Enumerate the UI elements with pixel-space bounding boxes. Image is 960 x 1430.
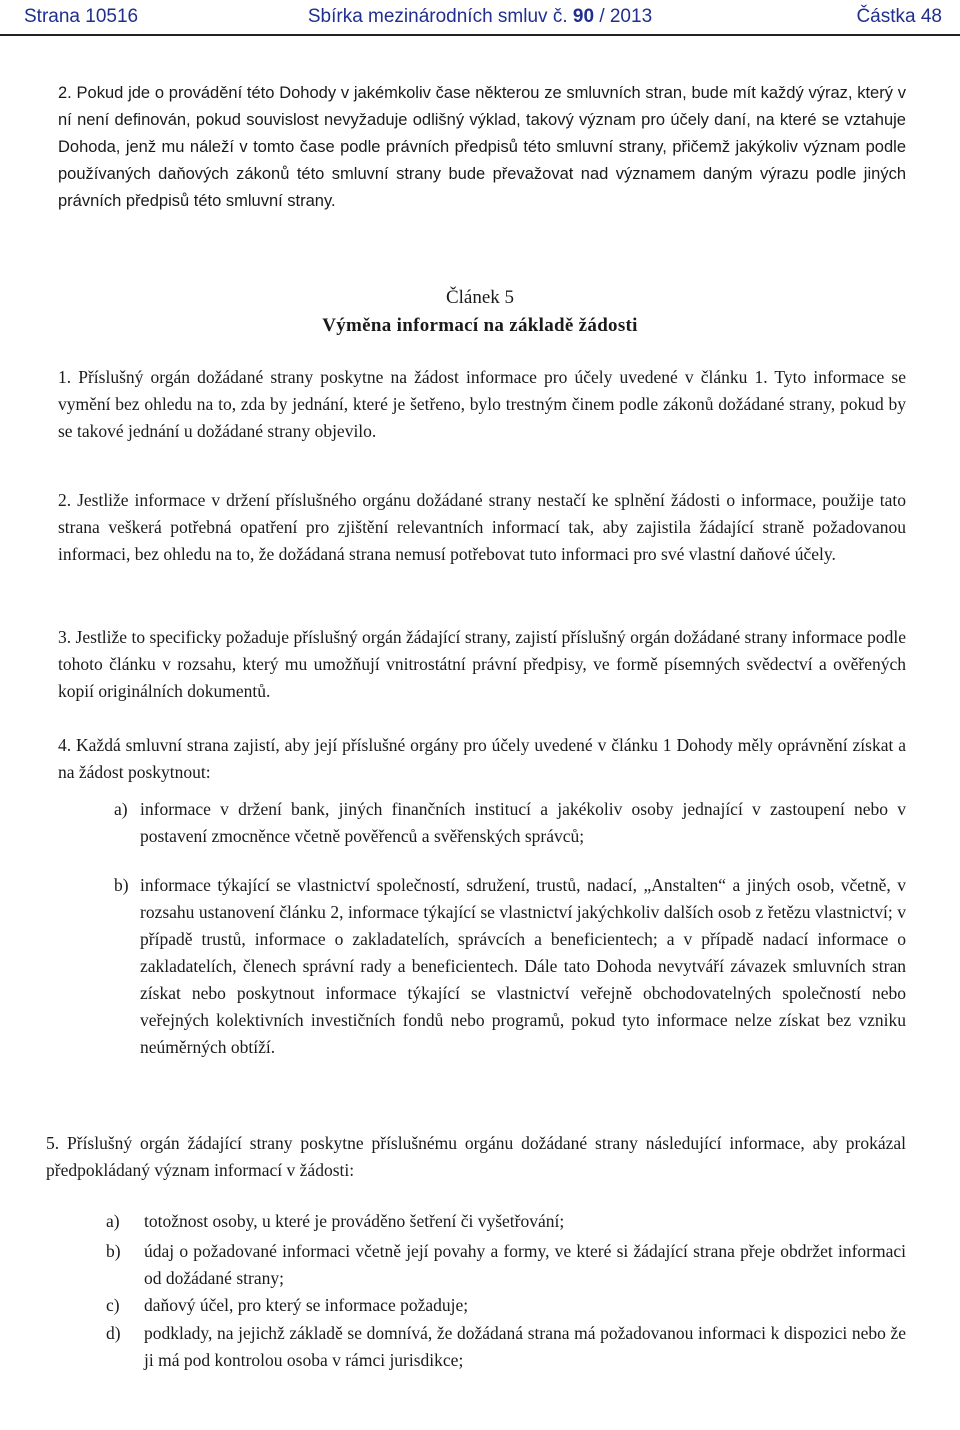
list-item-text: údaj o požadované informaci včetně její povahy a formy, ve které si žádající strana přeje obdržet informaci od dožádané strany; bbox=[144, 1241, 906, 1288]
list-item-text: podklady, na jejichž základě se domnívá, že dožádaná strana má požadovanou informaci k dispozici nebo že ji má pod kontrolou osoba v rámci jurisdikce; bbox=[144, 1323, 906, 1370]
list-item-text: daňový účel, pro který se informace požaduje; bbox=[144, 1295, 469, 1315]
list-item-label: b) bbox=[106, 1241, 121, 1261]
article-number: Článek 5 bbox=[445, 287, 515, 308]
list-item-label: c) bbox=[106, 1295, 120, 1315]
page-header bbox=[0, 0, 960, 36]
list-item-label: a) bbox=[114, 799, 128, 819]
page-number: Strana 10516 bbox=[24, 6, 139, 27]
list-item bbox=[106, 1208, 906, 1236]
list-item-label: a) bbox=[106, 1211, 120, 1231]
list-item-text: informace týkající se vlastnictví společností, sdružení, trustů, nadací, „Anstalten“ a jiných osob, včetně, v rozsahu ustanovení článku 2, informace týkající se vlastnictví jakýchkoliv dalších osob z řetězu vlastnictví; v případě trustů, informace o zakladatelích, správcích a beneficientech; a v případě nadací informace o zakladatelích, členech správní rady a beneficientech. Dále tato Dohoda nevytváří závazek smluvních stran získat nebo poskytnout informace týkající se vlastnictví veřejně obchodovatelných společností nebo veřejných kolektivních investičních fondů nebo programů, pokud tyto informace nelze získat bez vzniku neúměrných obtíží. bbox=[140, 875, 906, 1057]
list-item bbox=[106, 1292, 906, 1320]
part-number: Částka 48 bbox=[856, 6, 942, 27]
list-item-text: totožnost osoby, u které je prováděno šetření či vyšetřování; bbox=[144, 1211, 565, 1231]
paragraph-3: 3. Jestliže to specificky požaduje příslušný orgán žádající strany, zajistí příslušný orgán dožádané strany informace podle tohoto článku v rozsahu, který mu umožňují vnitrostátní právní předpisy, ve formě písemných svědectví a ověřených kopií originálních dokumentů. bbox=[58, 627, 906, 701]
article-title: Výměna informací na základě žádosti bbox=[322, 315, 638, 336]
collection-number: 90 bbox=[572, 6, 595, 27]
paragraph-4: 4. Každá smluvní strana zajistí, aby její příslušné orgány pro účely uvedené v článku 1 Dohody měly oprávnění získat a na žádost poskytnout: bbox=[58, 735, 906, 782]
paragraph-1: 1. Příslušný orgán dožádané strany poskytne na žádost informace pro účely uvedené v článku 1. Tyto informace se vymění bez ohledu na to, zda by jednání, které je šetřeno, bylo trestným činem podle zákonů dožádané strany, pokud by se takové jednání u dožádané strany objevilo. bbox=[58, 367, 906, 441]
collection-prefix: Sbírka mezinárodních smluv č. bbox=[307, 6, 568, 27]
list-item bbox=[106, 1238, 906, 1294]
paragraph-5: 5. Příslušný orgán žádající strany poskytne příslušnému orgánu dožádané strany následující informace, aby prokázal předpokládaný význam informací v žádosti: bbox=[46, 1133, 906, 1180]
list-item bbox=[114, 796, 906, 856]
list-item-label: b) bbox=[114, 875, 129, 895]
list-item bbox=[114, 872, 906, 1112]
list-item bbox=[106, 1320, 906, 1376]
paragraph-2: 2. Jestliže informace v držení příslušného orgánu dožádané strany nestačí ke splnění žádosti o informace, použije tato strana veškerá potřebná opatření pro zjištění relevantních informací tak, aby zajistila žádající straně požadovanou informaci, bez ohledu na to, že dožádaná strana nemusí potřebovat tuto informaci pro své vlastní daňové účely. bbox=[58, 490, 906, 564]
list-item-label: d) bbox=[106, 1323, 121, 1343]
collection-year: / 2013 bbox=[599, 6, 653, 27]
collection-title bbox=[0, 6, 960, 28]
paragraph-2-definitions: 2. Pokud jde o provádění této Dohody v jakémkoliv čase některou ze smluvních stran, bude mít každý výraz, který v ní není definován, pokud souvislost nevyžaduje odlišný výklad, takový význam pro účely daní, na které se vztahuje Dohoda, jenž mu náleží v tomto čase podle právních předpisů této smluvní strany, přičemž jakýkoliv význam podle používaných daňových zákonů této smluvní strany bude převažovat nad významem daným výrazu podle jiných právních předpisů této smluvní strany. bbox=[58, 84, 906, 210]
list-item-text: informace v držení bank, jiných finančních institucí a jakékoliv osoby jednající v zastoupení nebo v postavení zmocněnce včetně pověřenců a svěřenských správců; bbox=[140, 799, 906, 846]
